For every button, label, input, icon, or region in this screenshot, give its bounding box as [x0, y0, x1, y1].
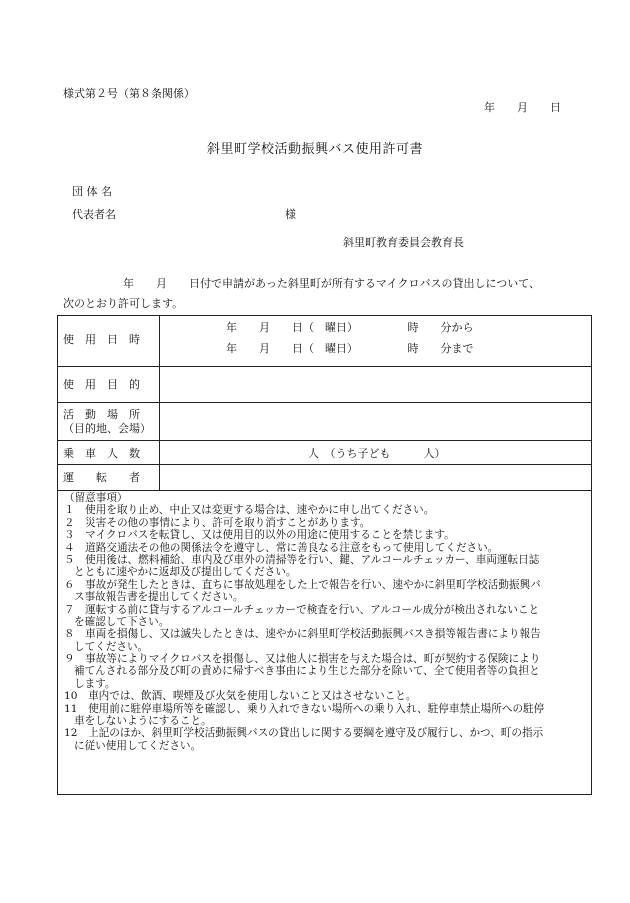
- note-item-continued: 補てんされる部分及び町の責めに帰すべき事由により生じた部分を除いて、全て使用者等の負担と: [74, 665, 540, 678]
- passengers-label: 乗 車 人 数: [63, 447, 140, 460]
- intro-line-1: 年 月 日付で申請があった斜里町が所有するマイクロバスの貸出しについて、: [123, 277, 541, 290]
- note-item-continued: 車をしないようにすること。: [74, 715, 212, 728]
- driver-label: 運 転 者: [63, 471, 140, 484]
- row-divider: [58, 402, 591, 403]
- notes-heading: （留意事項）: [64, 492, 128, 504]
- honorific-sama: 様: [285, 208, 296, 221]
- passengers-value: 人 （うち子ども 人）: [308, 447, 446, 460]
- note-item-continued: ス事故報告書を提出してください。: [74, 591, 244, 604]
- note-item-continued: とともに速やかに返却及び提出してください。: [74, 566, 297, 579]
- place-sub-label: （目的地、会場）: [63, 422, 151, 435]
- row-divider: [58, 490, 591, 491]
- use-datetime-label: 使 用 日 時: [63, 333, 140, 346]
- form-number: 様式第２号（第８条関係）: [63, 87, 195, 100]
- note-item: ２ 災害その他の事情により、許可を取り消すことがあります。: [64, 516, 371, 529]
- representative-name-label: 代表者名: [72, 208, 116, 221]
- note-item-continued: に従い使用してください。: [74, 739, 202, 752]
- notes-section: [64, 492, 584, 752]
- organization-name-label: 団 体 名: [72, 185, 112, 198]
- row-divider: [58, 440, 591, 441]
- note-item: ７ 運転する前に貸与するアルコールチェッカーで検査を行い、アルコール成分が検出されないこと: [64, 603, 540, 616]
- permit-table: [57, 315, 592, 795]
- note-item-continued: します。: [74, 677, 116, 690]
- note-item: 11 使用前に駐停車場所等を確認し、乗り入れできない場所への乗り入れ、駐停車禁止場所への駐停: [64, 702, 545, 715]
- issue-date: 年 月 日: [484, 101, 561, 114]
- use-datetime-from: 年 月 日（ 曜日） 時 分から: [226, 321, 474, 334]
- document-title: 斜里町学校活動振興バス使用許可書: [206, 142, 423, 157]
- note-item-continued: してください。: [74, 640, 149, 653]
- issuer-name: 斜里町教育委員会教育長: [343, 236, 464, 249]
- note-item-continued: を確認して下さい。: [74, 615, 170, 628]
- row-divider: [58, 366, 591, 367]
- note-item: ５ 使用後は、燃料補給、車内及び車外の清掃等を行い、鍵、アルコールチェッカー、車両運転日誌: [64, 553, 540, 566]
- note-item: ６ 事故が発生したときは、直ちに事故処理をした上で報告を行い、速やかに斜里町学校活動振興バ: [64, 578, 541, 591]
- note-item: １ 使用を取り止め、中止又は変更する場合は、速やかに申し出てください。: [64, 504, 435, 517]
- use-datetime-to: 年 月 日（ 曜日） 時 分まで: [226, 342, 474, 355]
- note-item: ９ 事故等によりマイクロバスを損傷し、又は他人に損害を与えた場合は、町が契約する保険により: [64, 653, 541, 666]
- note-item: ４ 道路交通法その他の関係法令を遵守し、常に善良なる注意をもって使用してください。: [64, 541, 499, 554]
- note-item: ８ 車両を損傷し、又は滅失したときは、速やかに斜里町学校活動振興バスき損等報告書により報告: [64, 628, 541, 641]
- purpose-label: 使 用 目 的: [63, 378, 140, 391]
- row-divider: [58, 464, 591, 465]
- intro-line-2: 次のとおり許可します。: [63, 297, 184, 310]
- place-label: 活 動 場 所: [63, 408, 140, 421]
- note-item: ３ マイクロバスを転貸し、又は使用目的以外の用途に使用することを禁じます。: [64, 529, 455, 542]
- note-item: 10 車内では、飲酒、喫煙及び火気を使用しないこと又はさせないこと。: [64, 690, 417, 703]
- column-divider: [159, 316, 160, 490]
- note-item: 12 上記のほか、斜里町学校活動振興バスの貸出しに関する要綱を遵守及び履行し、かつ、町の指示: [64, 727, 544, 740]
